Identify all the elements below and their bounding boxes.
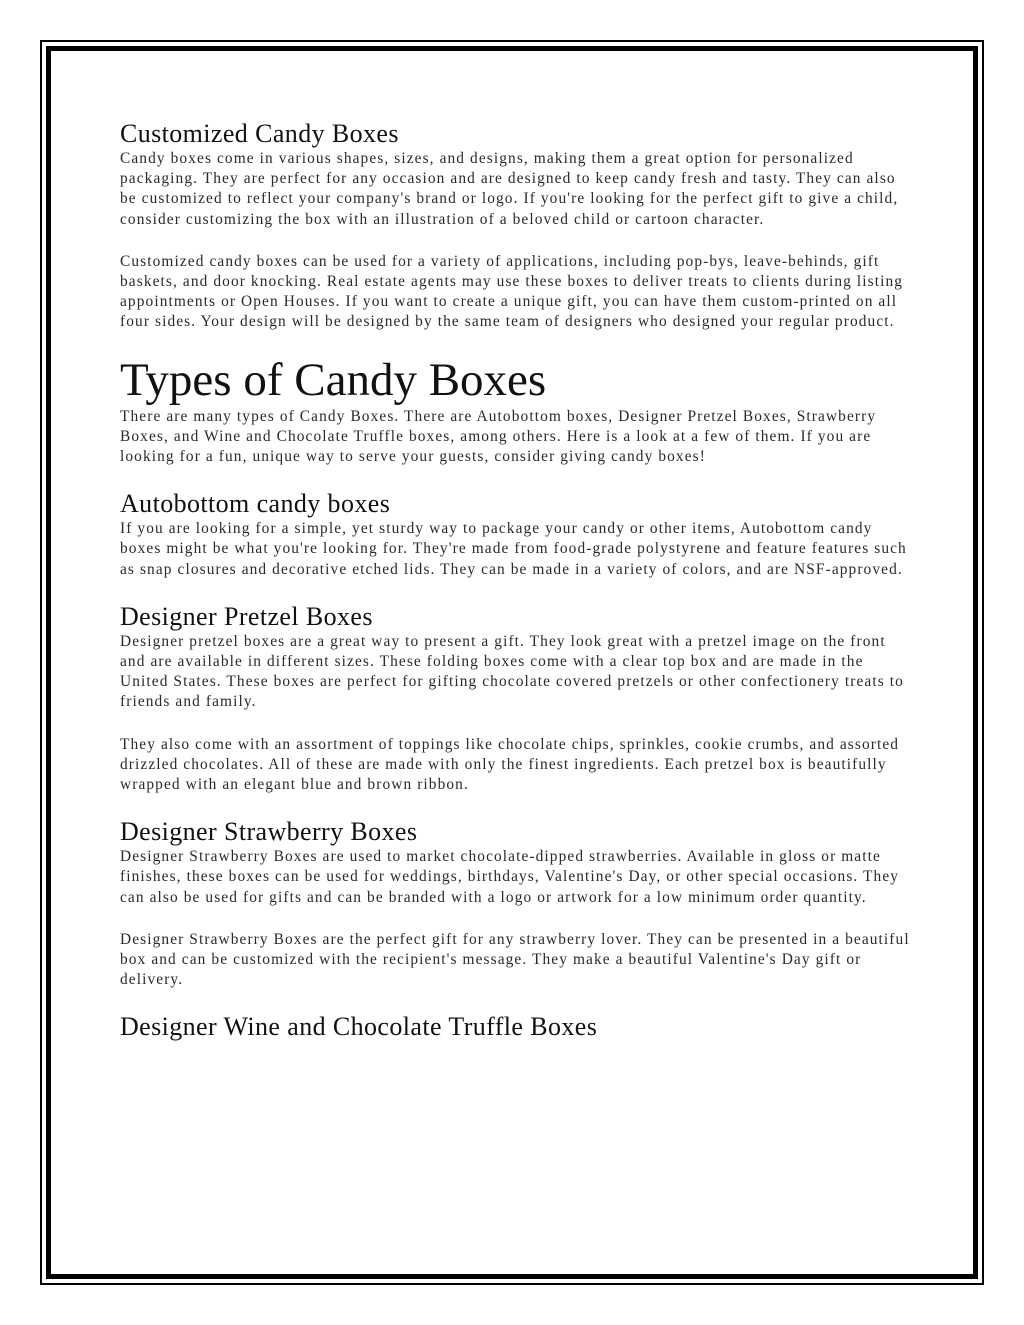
heading-designer-strawberry-boxes: Designer Strawberry Boxes — [120, 817, 418, 847]
heading-designer-pretzel-boxes: Designer Pretzel Boxes — [120, 601, 373, 631]
paragraph-types-1: There are many types of Candy Boxes. There are Autobottom boxes, Designer Pretzel Boxes, Strawberry Boxes, and Wine and Chocolate Truffle boxes, among others. Here is a look at a few of them. If you are looking for a fun, unique way to serve your guests, consider giving candy boxes! — [120, 407, 877, 466]
heading-autobottom-candy-boxes: Autobottom candy boxes — [120, 489, 391, 519]
document-body — [120, 119, 910, 1042]
paragraph-pretzel-1: Designer pretzel boxes are a great way to present a gift. They look great with a pretzel image on the front and are available in different sizes. These folding boxes come with a clear top box and are made in the United States. These boxes are perfect for gifting chocolate covered pretzels or other confectionery treats to friends and family. — [120, 632, 904, 711]
paragraph-autobottom-1: If you are looking for a simple, yet sturdy way to package your candy or other items, Autobottom candy boxes might be what you're looking for. They're made from food-grade polystyrene and feature features such as snap closures and decorative etched lids. They can be made in a variety of colors, and are NSF-approved. — [120, 520, 907, 578]
heading-types-of-candy-boxes: Types of Candy Boxes — [120, 353, 547, 406]
heading-customized-candy-boxes: Customized Candy Boxes — [120, 119, 399, 148]
paragraph-strawberry-1: Designer Strawberry Boxes are used to market chocolate-dipped strawberries. Available in gloss or matte finishes, these boxes can be used for weddings, birthdays, Valentine's Day, or other special occasions. They can also be used for gifts and can be branded with a logo or artwork for a low minimum order quantity. — [120, 848, 900, 906]
paragraph-pretzel-2: They also come with an assortment of toppings like chocolate chips, sprinkles, cookie crumbs, and assorted drizzled chocolates. All of these are made with only the finest ingredients. Each pretzel box is beautifully wrapped with an elegant blue and brown ribbon. — [120, 735, 900, 794]
heading-designer-wine-truffle-boxes: Designer Wine and Chocolate Truffle Boxes — [120, 1012, 598, 1042]
paragraph-strawberry-2: Designer Strawberry Boxes are the perfect gift for any strawberry lover. They can be presented in a beautiful box and can be customized with the recipient's message. They make a beautiful Valentine's Day gift or delivery. — [120, 930, 910, 989]
paragraph-customized-1: Candy boxes come in various shapes, sizes, and designs, making them a great option for personalized packaging. They are perfect for any occasion and are designed to keep candy fresh and tasty. They can also be customized to reflect your company's brand or logo. If you're looking for the perfect gift to give a child, consider customizing the box with an illustration of a beloved child or cartoon character. — [120, 150, 899, 228]
paragraph-customized-2: Customized candy boxes can be used for a variety of applications, including pop-bys, leave-behinds, gift baskets, and door knocking. Real estate agents may use these boxes to deliver treats to clients during listing appointments or Open Houses. If you want to create a unique gift, you can have them custom-printed on all four sides. Your design will be designed by the same team of designers who designed your regular product. — [120, 252, 904, 331]
